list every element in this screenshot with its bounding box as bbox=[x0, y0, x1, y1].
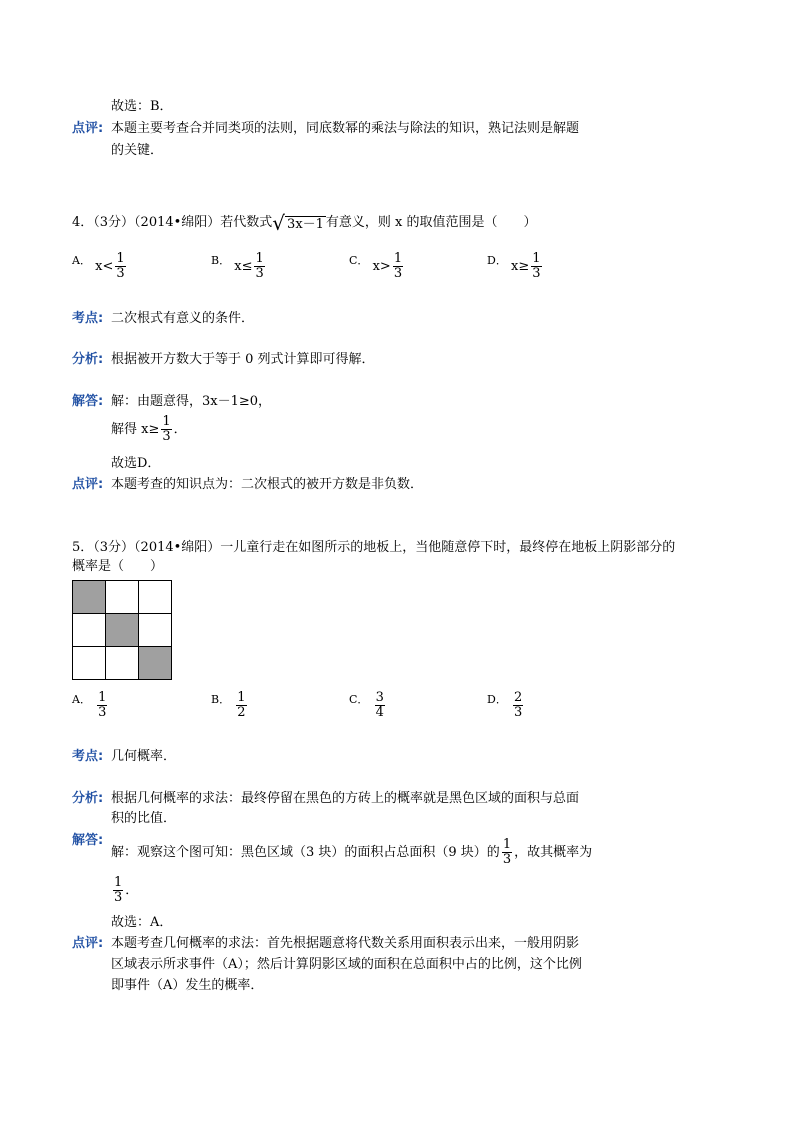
q4-dianping-text: 本题考查的知识点为：二次根式的被开方数是非负数． bbox=[111, 477, 424, 492]
q5-stem-line1: 5．（3分）（2014•绵阳）一儿童行走在如图所示的地板上，当他随意停下时，最终停在地板上阴影部分的 bbox=[72, 540, 676, 555]
q5-jieda-line2-fraction bbox=[113, 876, 123, 905]
q4-jieda-fraction bbox=[161, 415, 171, 444]
q4-option-d-expr bbox=[510, 251, 544, 281]
q5-jieda-label: 解答: bbox=[72, 833, 104, 848]
q5-option-c-num: 3 bbox=[375, 690, 384, 705]
q5-jieda-line1 bbox=[111, 838, 592, 867]
q4-stem-prefix: 4．（3分）（2014•绵阳）若代数式 bbox=[72, 215, 273, 230]
q5-option-a-letter: A． bbox=[72, 693, 91, 706]
grid-row bbox=[73, 581, 172, 614]
q4-option-c-rel: > bbox=[379, 259, 391, 274]
q4-option-b bbox=[211, 246, 267, 281]
q4-option-d-num: 1 bbox=[532, 251, 541, 266]
q5-option-b-den: 2 bbox=[237, 705, 246, 720]
q4-option-c-fraction bbox=[393, 252, 403, 281]
grid-cell bbox=[73, 581, 106, 614]
grid-cell bbox=[106, 614, 139, 647]
q5-dianping-line1: 本题考查几何概率的求法：首先根据题意将代数关系用面积表示出来，一般用阴影 bbox=[111, 936, 580, 951]
q4-option-c-lhs: x bbox=[372, 259, 380, 274]
q4-option-c-den: 3 bbox=[393, 266, 403, 281]
q5-option-a-fraction bbox=[97, 691, 107, 720]
q5-option-d-den: 3 bbox=[513, 705, 523, 720]
q4-fenxi-label: 分析: bbox=[72, 352, 104, 367]
q4-jieda-num: 1 bbox=[162, 414, 171, 429]
q5-option-d-letter: D． bbox=[487, 693, 507, 706]
q5-jieda-line1-text: 解：观察这个图可知：黑色区域（3 块）的面积占总面积（9 块）的 bbox=[111, 845, 500, 860]
q4-kaodian-label: 考点: bbox=[72, 311, 104, 326]
q5-jieda-line2-den: 3 bbox=[114, 890, 123, 905]
q5-option-d bbox=[487, 685, 525, 720]
q4-option-b-den: 3 bbox=[255, 266, 264, 281]
q4-option-a-den: 3 bbox=[116, 266, 125, 281]
grid-cell bbox=[139, 581, 172, 614]
q4-jieda-line1: 解：由题意得，3x－1≥0， bbox=[111, 394, 272, 409]
q5-option-c-fraction bbox=[375, 691, 385, 720]
q4-option-d-letter: D． bbox=[487, 254, 507, 267]
q5-option-a bbox=[72, 685, 109, 720]
grid-cell bbox=[73, 647, 106, 680]
q5-option-d-num: 2 bbox=[513, 690, 523, 705]
q4-option-d-fraction bbox=[531, 252, 541, 281]
q4-kaodian-text: 二次根式有意义的条件． bbox=[111, 311, 255, 326]
q5-floor-grid bbox=[72, 580, 172, 680]
grid-cell bbox=[106, 581, 139, 614]
grid-cell bbox=[73, 614, 106, 647]
q5-jieda-line3: 故选：A． bbox=[111, 915, 173, 930]
q5-fenxi-line2: 积的比值． bbox=[111, 811, 177, 826]
q5-fenxi-label: 分析: bbox=[72, 791, 104, 806]
q5-dianping-line3: 即事件（A）发生的概率． bbox=[111, 978, 264, 993]
q4-radicand: 3x－1 bbox=[287, 216, 324, 232]
grid-row bbox=[73, 647, 172, 680]
q4-option-b-letter: B． bbox=[211, 254, 231, 267]
q5-jieda-line1-suffix: ，故其概率为 bbox=[514, 845, 593, 860]
grid-cell bbox=[106, 647, 139, 680]
q5-option-c bbox=[349, 685, 387, 720]
q5-jieda-line1-den: 3 bbox=[502, 852, 512, 867]
q4-option-b-rel: ≤ bbox=[241, 259, 253, 274]
q4-option-b-lhs: x bbox=[234, 259, 242, 274]
grid-cell bbox=[139, 647, 172, 680]
q4-fenxi-text: 根据被开方数大于等于 0 列式计算即可得解． bbox=[111, 352, 375, 367]
q5-dianping-label: 点评: bbox=[72, 936, 104, 951]
q4-jieda-line2-prefix: 解得 x≥ bbox=[111, 422, 160, 437]
q4-jieda-line3: 故选D． bbox=[111, 456, 161, 471]
q5-option-b-fraction bbox=[236, 691, 246, 720]
q4-option-c-expr bbox=[372, 251, 406, 281]
q4-option-a-fraction bbox=[115, 252, 125, 281]
grid-cell bbox=[139, 614, 172, 647]
q4-option-c-letter: C． bbox=[349, 254, 369, 267]
q5-jieda-line2 bbox=[111, 876, 138, 905]
q4-sqrt bbox=[272, 210, 326, 235]
q4-jieda-den: 3 bbox=[162, 429, 171, 444]
sqrt-sign-icon: √ bbox=[272, 210, 286, 235]
q4-jieda-line2 bbox=[111, 415, 187, 444]
q5-option-b-letter: B． bbox=[211, 693, 231, 706]
q4-option-d-rel: ≥ bbox=[518, 259, 530, 274]
q4-option-d-lhs: x bbox=[510, 259, 519, 274]
q5-option-a-den: 3 bbox=[98, 705, 107, 720]
q4-jieda-line2-suffix: ． bbox=[173, 422, 187, 437]
prev-dianping-label: 点评: bbox=[72, 121, 104, 136]
q5-stem-line2: 概率是（ ） bbox=[72, 559, 164, 574]
q5-option-b bbox=[211, 685, 249, 720]
prev-comment-line2: 的关键． bbox=[111, 143, 164, 158]
q5-option-d-fraction bbox=[513, 691, 523, 720]
q4-option-a-expr bbox=[95, 251, 128, 281]
q5-kaodian-label: 考点: bbox=[72, 749, 104, 764]
q4-option-b-expr bbox=[234, 251, 267, 281]
q5-option-b-num: 1 bbox=[237, 690, 246, 705]
q4-option-a bbox=[72, 246, 128, 281]
q4-option-a-letter: A． bbox=[72, 254, 91, 267]
prev-answer: 故选：B． bbox=[111, 99, 173, 114]
q5-jieda-line1-fraction bbox=[502, 838, 512, 867]
q5-option-a-num: 1 bbox=[98, 690, 107, 705]
q4-jieda-label: 解答: bbox=[72, 394, 104, 409]
q5-option-c-letter: C． bbox=[349, 693, 369, 706]
q4-dianping-label: 点评: bbox=[72, 477, 104, 492]
q5-kaodian-text: 几何概率． bbox=[111, 749, 177, 764]
q4-option-c-num: 1 bbox=[393, 251, 403, 266]
prev-comment-line1: 本题主要考查合并同类项的法则，同底数幂的乘法与除法的知识，熟记法则是解题 bbox=[111, 121, 580, 136]
q5-jieda-line2-num: 1 bbox=[114, 875, 123, 890]
q4-option-d bbox=[487, 246, 544, 281]
q4-stem-suffix: 有意义，则 x 的取值范围是（ ） bbox=[325, 215, 537, 230]
q5-jieda-line2-suffix: ． bbox=[125, 883, 139, 898]
q5-fenxi-line1: 根据几何概率的求法：最终停留在黑色的方砖上的概率就是黑色区域的面积与总面 bbox=[111, 791, 580, 806]
grid-row bbox=[73, 614, 172, 647]
q4-option-d-den: 3 bbox=[532, 266, 541, 281]
q5-option-c-den: 4 bbox=[375, 705, 384, 720]
q4-option-a-lhs: x bbox=[95, 259, 103, 274]
q4-option-c bbox=[349, 246, 405, 281]
q5-dianping-line2: 区域表示所求事件（A）；然后计算阴影区域的面积在总面积中占的比例，这个比例 bbox=[111, 957, 582, 972]
q4-option-a-rel: < bbox=[102, 259, 114, 274]
q5-jieda-line1-num: 1 bbox=[502, 837, 512, 852]
q4-option-b-num: 1 bbox=[255, 251, 264, 266]
q4-option-a-num: 1 bbox=[116, 251, 125, 266]
q4-option-b-fraction bbox=[254, 252, 264, 281]
q4-stem bbox=[72, 212, 537, 234]
